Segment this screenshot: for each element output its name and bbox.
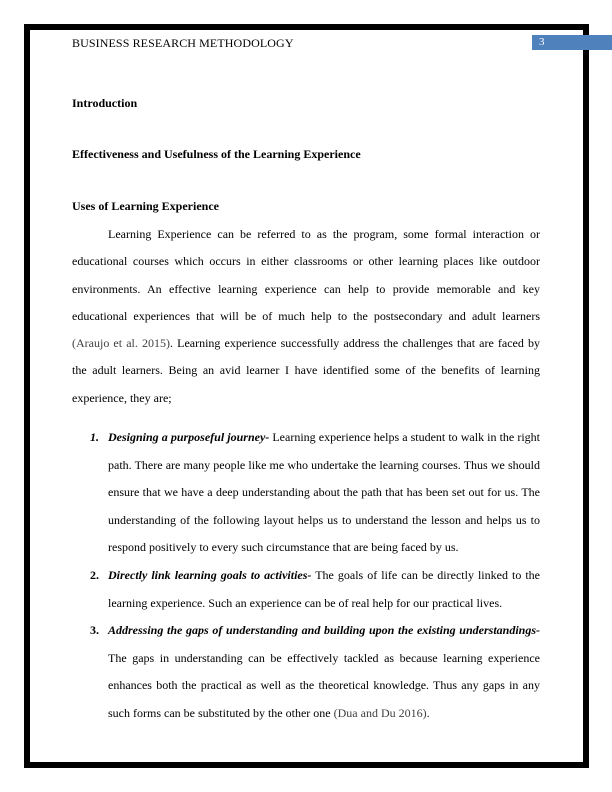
list-item-number: 3. — [90, 623, 99, 638]
heading-uses: Uses of Learning Experience — [72, 199, 219, 213]
paragraph-text-1: Learning Experience can be referred to as the program, some formal interaction or educational courses which occurs in either classrooms or other learning places like outdoor environments. An effective learning experience can help to provide memorable and key educational experiences that will be of much help to the postsecondary and adult learners — [72, 227, 540, 323]
list-item-number: 2. — [90, 567, 99, 582]
list-item-text: The gaps in understanding can be effectively tackled as because learning experience enhances both the practical as well as the theoretical knowledge. Thus any gaps in any such forms can be substituted by the other one — [108, 650, 540, 720]
list-item-title: Directly link learning goals to activities- — [108, 567, 312, 582]
running-header: BUSINESS RESEARCH METHODOLOGY — [72, 36, 294, 50]
citation-dua: (Dua and Du 2016) — [333, 705, 427, 720]
heading-effectiveness: Effectiveness and Usefulness of the Learning Experience — [72, 147, 361, 161]
list-item-text: Learning experience helps a student to walk in the right path. There are many people like me who undertake the learning courses. Thus we should ensure that we have a deep understanding about the path that has been set out for us. The understanding of the following layout helps us to understand the lesson and helps us to respond positively to every such circumstance that are being faced by us. — [108, 430, 540, 555]
list-item-number: 1. — [90, 430, 99, 444]
heading-introduction: Introduction — [72, 96, 138, 110]
list-item — [72, 424, 540, 562]
list-item-tail: . — [426, 705, 430, 720]
paragraph-text-2: . Learning experience successfully address the challenges that are faced by the adult learners. Being an avid learner I have identified some of the benefits of learning experience, they are; — [72, 336, 540, 405]
page-number: 3 — [539, 36, 545, 48]
list-item — [72, 562, 540, 617]
body-paragraph — [72, 221, 540, 412]
list-item — [72, 617, 540, 727]
list-item-title: Addressing the gaps of understanding and building upon the existing understandings- — [108, 623, 540, 638]
citation-araujo: (Araujo et al. 2015) — [72, 336, 170, 351]
list-item-title: Designing a purposeful journey- — [108, 430, 270, 444]
list-item-text: The goals of life can be directly linked to the learning experience. Such an experience can be of real help for our practical lives. — [108, 567, 540, 610]
benefits-list — [72, 424, 540, 728]
